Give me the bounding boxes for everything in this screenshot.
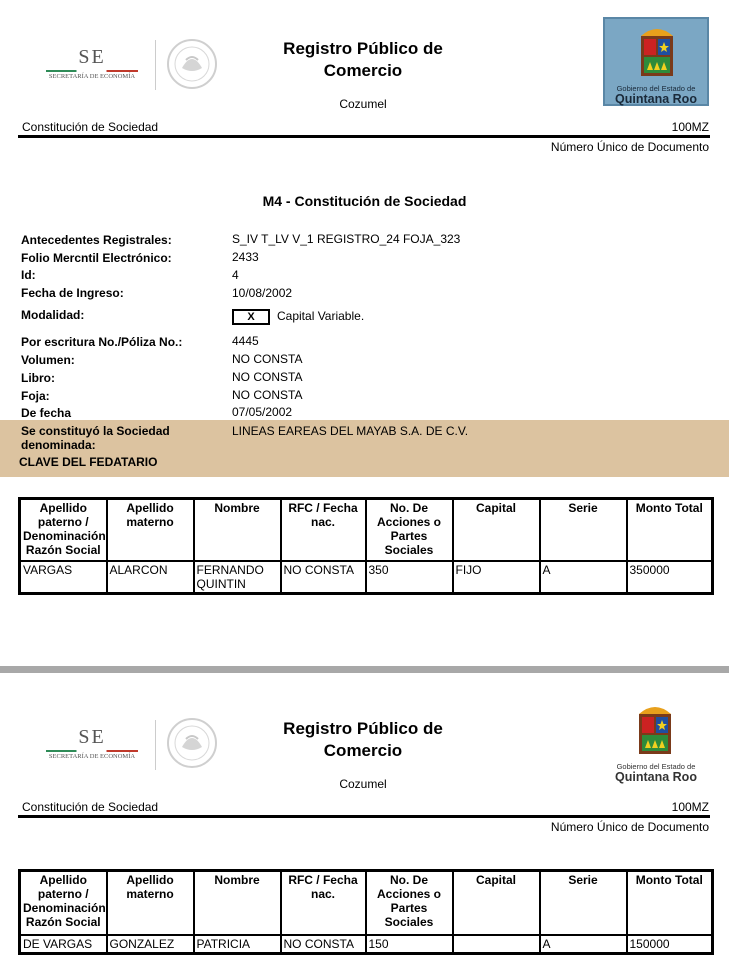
cell-nombre: FERNANDO QUINTIN — [194, 561, 281, 594]
cell-serie: A — [540, 561, 627, 594]
antecedentes-label: Antecedentes Registrales: — [21, 233, 172, 247]
title-line-1: Registro Público de — [283, 39, 443, 58]
table-row — [20, 561, 713, 594]
doc-code: 100MZ — [671, 120, 709, 134]
cell-acciones: 150 — [366, 935, 453, 954]
cell-apellido-materno: ALARCON — [107, 561, 194, 594]
de-fecha-label: De fecha — [21, 406, 72, 420]
se-logo-subtitle: SECRETARÍA DE ECONOMÍA — [48, 73, 136, 80]
cell-apellido-paterno: VARGAS — [20, 561, 107, 594]
quintana-roo-logo — [603, 17, 709, 106]
title-line-2: Comercio — [323, 741, 403, 760]
header-monto: Monto Total — [627, 499, 713, 561]
constituyo-label-2: denominada: — [21, 438, 96, 452]
header-rfc: RFC / Fecha nac. — [281, 499, 366, 561]
page-title — [233, 718, 493, 762]
fecha-ingreso-label: Fecha de Ingreso: — [21, 286, 124, 300]
nud-label: Número Único de Documento — [550, 140, 709, 154]
cell-monto: 350000 — [627, 561, 713, 594]
se-tricolor-line — [46, 70, 138, 72]
fecha-ingreso-value: 10/08/2002 — [232, 286, 293, 300]
header-rule — [18, 135, 710, 138]
cell-nombre: PATRICIA — [194, 935, 281, 954]
header-apellido-materno: Apellido materno — [107, 499, 194, 561]
se-logo — [42, 46, 142, 80]
volumen-value: NO CONSTA — [232, 352, 303, 366]
antecedentes-value: S_IV T_LV V_1 REGISTRO_24 FOJA_323 — [232, 232, 461, 246]
page-separator — [0, 666, 729, 673]
title-line-1: Registro Público de — [283, 719, 443, 738]
table-header-row — [20, 871, 713, 935]
nud-label: Número Único de Documento — [550, 820, 709, 834]
cell-rfc: NO CONSTA — [281, 561, 366, 594]
se-logo-subtitle: SECRETARÍA DE ECONOMÍA — [48, 753, 136, 760]
partners-table-2 — [18, 869, 714, 955]
constituyo-value: LINEAS EAREAS DEL MAYAB S.A. DE C.V. — [232, 424, 469, 438]
mexican-seal-icon — [164, 717, 220, 769]
header-nombre: Nombre — [194, 499, 281, 561]
header-apellido-materno: Apellido materno — [107, 871, 194, 935]
se-tricolor-line — [46, 750, 138, 752]
logo-divider — [155, 720, 156, 770]
cell-serie: A — [540, 935, 627, 954]
volumen-label: Volumen: — [21, 353, 75, 367]
table-row — [20, 935, 713, 954]
foja-label: Foja: — [21, 389, 50, 403]
foja-value: NO CONSTA — [232, 388, 303, 402]
cell-capital: FIJO — [453, 561, 540, 594]
escritura-value: 4445 — [232, 334, 259, 348]
cell-capital — [453, 935, 540, 954]
city-label: Cozumel — [339, 97, 387, 111]
city-label: Cozumel — [339, 777, 387, 791]
title-line-2: Comercio — [323, 61, 403, 80]
header-acciones: No. De Acciones o Partes Sociales — [366, 499, 453, 561]
id-value: 4 — [232, 268, 239, 282]
gov-line-2: Quintana Roo — [615, 770, 697, 784]
modalidad-checkbox: X — [232, 309, 270, 325]
fedatario-label: CLAVE DEL FEDATARIO — [19, 455, 158, 469]
gov-line-1: Gobierno del Estado de — [616, 762, 696, 771]
cell-apellido-paterno: DE VARGAS — [20, 935, 107, 954]
coat-of-arms-icon — [635, 700, 675, 760]
se-logo-text: SE — [78, 46, 106, 68]
cell-acciones: 350 — [366, 561, 453, 594]
header-monto: Monto Total — [627, 871, 713, 935]
header-capital: Capital — [453, 871, 540, 935]
constituyo-label-1: Se constituyó la Sociedad — [21, 424, 170, 438]
doc-type: Constitución de Sociedad — [22, 800, 159, 814]
header-serie: Serie — [540, 499, 627, 561]
id-label: Id: — [21, 268, 36, 282]
modalidad-value: Capital Variable. — [277, 309, 365, 323]
header-nombre: Nombre — [194, 871, 281, 935]
gov-line-1: Gobierno del Estado de — [616, 84, 696, 93]
cell-rfc: NO CONSTA — [281, 935, 366, 954]
section-title: M4 - Constitución de Sociedad — [262, 193, 467, 209]
coat-of-arms-icon — [637, 22, 677, 82]
folio-value: 2433 — [232, 250, 259, 264]
header-acciones: No. De Acciones o Partes Sociales — [366, 871, 453, 935]
doc-type: Constitución de Sociedad — [22, 120, 159, 134]
page-title — [233, 38, 493, 82]
libro-value: NO CONSTA — [232, 370, 303, 384]
header-capital: Capital — [453, 499, 540, 561]
de-fecha-value: 07/05/2002 — [232, 405, 293, 419]
partners-table-1 — [18, 497, 714, 595]
gov-line-2: Quintana Roo — [615, 92, 697, 106]
header-serie: Serie — [540, 871, 627, 935]
se-logo-text: SE — [78, 726, 106, 748]
mexican-seal-icon — [164, 38, 220, 90]
quintana-roo-logo — [603, 698, 709, 786]
cell-monto: 150000 — [627, 935, 713, 954]
header-apellido-paterno: Apellido paterno / Denominación Razón Social — [20, 871, 107, 935]
logo-divider — [155, 40, 156, 90]
header-rfc: RFC / Fecha nac. — [281, 871, 366, 935]
folio-label: Folio Mercntil Electrónico: — [21, 251, 172, 265]
table-header-row — [20, 499, 713, 561]
se-logo — [42, 726, 142, 760]
doc-code: 100MZ — [671, 800, 709, 814]
libro-label: Libro: — [21, 371, 55, 385]
header-apellido-paterno: Apellido paterno / Denominación Razón Social — [20, 499, 107, 561]
escritura-label: Por escritura No./Póliza No.: — [21, 335, 183, 349]
modalidad-label: Modalidad: — [21, 308, 85, 322]
cell-apellido-materno: GONZALEZ — [107, 935, 194, 954]
header-rule — [18, 815, 710, 818]
